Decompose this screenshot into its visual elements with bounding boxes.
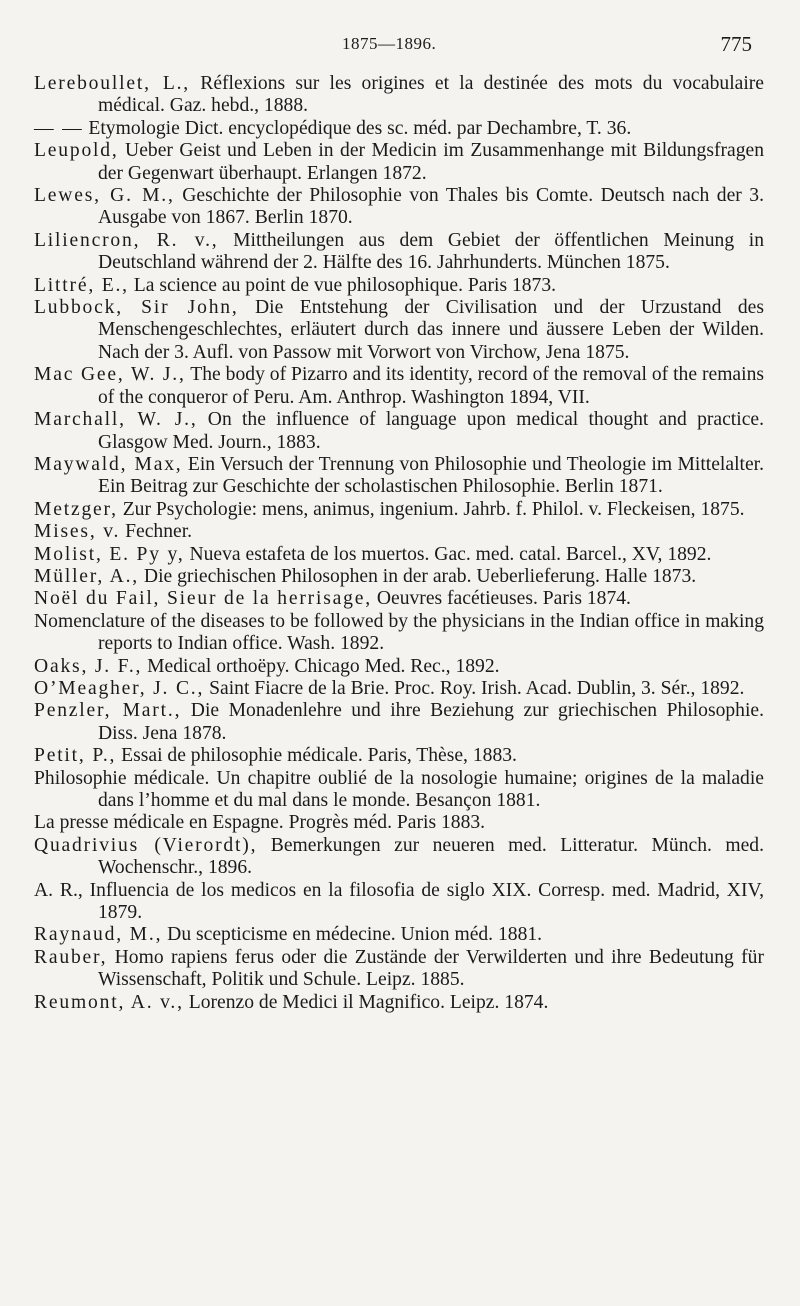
entry-author: Raynaud, M., xyxy=(34,924,163,946)
bibliography-entry xyxy=(34,835,764,880)
entry-author: Lewes, G. M., xyxy=(34,185,175,207)
entry-text: Medical orthoëpy. Chicago Med. Rec., 1892. xyxy=(142,655,500,677)
bibliography-entry xyxy=(34,118,764,140)
bibliography-entry xyxy=(34,992,764,1014)
entry-author: Penzler, Mart., xyxy=(34,700,182,722)
page-number: 775 xyxy=(720,32,752,56)
bibliography-entry xyxy=(34,275,764,297)
entry-author: Leupold, xyxy=(34,140,119,162)
entry-author: O’Meagher, J. C., xyxy=(34,677,205,699)
entry-text: On the influence of language upon medical thought and practice. Glasgow Med. Journ., 1883. xyxy=(98,409,764,453)
bibliography-entry xyxy=(34,947,764,992)
entry-text: La presse médicale en Espagne. Progrès méd. Paris 1883. xyxy=(34,812,486,834)
entry-text: Ein Versuch der Trennung von Philosophie und Theologie im Mittelalter. Ein Beitrag zur Geschichte der scholastischen Philosophie. Berlin 1871. xyxy=(98,453,764,498)
bibliography-entry xyxy=(34,73,764,118)
bibliography-entry xyxy=(34,745,764,767)
entry-author: Mises, v. xyxy=(34,521,121,543)
entry-text: Homo rapiens ferus oder die Zustände der Verwilderten und ihre Bedeutung für Wissenschaft, Politik und Schule. Leipz. 1885. xyxy=(98,946,764,991)
entry-text: Du scepticisme en médecine. Union méd. 1881. xyxy=(162,924,543,946)
bibliography-entry xyxy=(34,812,764,834)
entry-text: Oeuvres facétieuses. Paris 1874. xyxy=(371,588,631,610)
entry-text: Nueva estafeta de los muertos. Gac. med. catal. Barcel., XV, 1892. xyxy=(184,543,712,565)
entry-author: Noël du Fail, Sieur de la herrisage, xyxy=(34,588,372,610)
entry-text: Ueber Geist und Leben in der Medicin im Zusammenhange mit Bildungsfragen der Gegenwart überhaupt. Erlangen 1872. xyxy=(98,140,764,184)
bibliography-entry xyxy=(34,185,764,230)
bibliography-entry xyxy=(34,656,764,678)
entry-text: Saint Fiacre de la Brie. Proc. Roy. Irish. Acad. Dublin, 3. Sér., 1892. xyxy=(204,677,745,699)
bibliography-entry xyxy=(34,364,764,409)
running-head-years: 1875—1896. xyxy=(342,34,437,53)
entry-author: Littré, E., xyxy=(34,274,129,296)
entry-text: Fechner. xyxy=(120,521,193,543)
entry-text: A. R., Influencia de los medicos en la filosofia de siglo XIX. Corresp. med. Madrid, XIV, 1879. xyxy=(34,879,764,924)
entry-author: Maywald, Max, xyxy=(34,453,183,475)
entry-text: Philosophie médicale. Un chapitre oublié de la nosologie humaine; origines de la maladie dans l’homme et du mal dans le monde. Besançon 1881. xyxy=(34,767,764,811)
entry-author: Molist, E. Py y, xyxy=(34,543,185,565)
bibliography-entry xyxy=(34,880,764,925)
bibliography-entry xyxy=(34,611,764,656)
entry-author: Liliencron, R. v., xyxy=(34,229,219,251)
entry-text: Réflexions sur les origines et la destinée des mots du vocabulaire médical. Gaz. hebd., 1888. xyxy=(98,73,765,117)
entry-author: Petit, P., xyxy=(34,745,117,767)
entry-text: La science au point de vue philosophique. Paris 1873. xyxy=(128,274,557,296)
entry-text: Geschichte der Philosophie von Thales bis Comte. Deutsch nach der 3. Ausgabe von 1867. Berlin 1870. xyxy=(98,185,765,229)
entry-author: Müller, A., xyxy=(34,565,140,587)
entry-author: Marchall, W. J., xyxy=(34,409,198,431)
entry-author: — — xyxy=(34,117,84,139)
entry-text: Die Entstehung der Civilisation und der Urzustand des Menschengeschlechtes, erläutert durch das innere und äussere Leben der Wilden. Nach der 3. Aufl. von Passow mit Vorwort von Virchow, Jena 1875. xyxy=(98,297,764,363)
bibliography-entry xyxy=(34,409,764,454)
bibliography-entry xyxy=(34,768,764,813)
entry-author: Metzger, xyxy=(34,498,118,520)
running-head xyxy=(0,30,800,60)
entry-text: Zur Psychologie: mens, animus, ingenium. Jahrb. f. Philol. v. Fleckeisen, 1875. xyxy=(117,498,745,520)
bibliography-entry xyxy=(34,230,764,275)
entry-text: Lorenzo de Medici il Magnifico. Leipz. 1874. xyxy=(183,991,549,1013)
bibliography-entry xyxy=(34,566,764,588)
entry-text: Mittheilungen aus dem Gebiet der öffentlichen Meinung in Deutschland während der 2. Hälfte des 16. Jahrhunderts. München 1875. xyxy=(98,229,764,274)
entry-text: Die Monadenlehre und ihre Beziehung zur griechischen Philosophie. Diss. Jena 1878. xyxy=(98,700,764,744)
entry-author: Lubbock, Sir John, xyxy=(34,297,239,319)
entry-text: Etymologie Dict. encyclopédique des sc. méd. par Dechambre, T. 36. xyxy=(83,117,632,139)
entry-text: Bemerkungen zur neueren med. Litteratur. Münch. med. Wochenschr., 1896. xyxy=(98,834,764,879)
bibliography-entry xyxy=(34,297,764,364)
bibliography-entry xyxy=(34,700,764,745)
bibliography-entry xyxy=(34,924,764,946)
entry-author: Mac Gee, W. J., xyxy=(34,364,186,386)
entry-author: Lereboullet, L., xyxy=(34,73,191,94)
entry-author: Oaks, J. F., xyxy=(34,655,143,677)
entry-author: Quadrivius (Vierordt), xyxy=(34,834,258,856)
bibliography-entry xyxy=(34,588,764,610)
entry-author: Rauber, xyxy=(34,946,108,968)
bibliography-entry xyxy=(34,678,764,700)
entry-text: Die griechischen Philosophen in der arab. Ueberlieferung. Halle 1873. xyxy=(139,565,697,587)
entry-text: Nomenclature of the diseases to be followed by the physicians in the Indian office in making reports to Indian office. Wash. 1892. xyxy=(34,610,764,655)
bibliography-list xyxy=(34,73,764,1014)
bibliography-entry xyxy=(34,454,764,499)
bibliography-entry xyxy=(34,499,764,521)
entry-text: Essai de philosophie médicale. Paris, Thèse, 1883. xyxy=(116,745,517,767)
entry-author: Reumont, A. v., xyxy=(34,991,184,1013)
entry-text: The body of Pizarro and its identity, record of the removal of the remains of the conqueror of Peru. Am. Anthrop. Washington 1894, VII. xyxy=(98,364,764,408)
bibliography-entry xyxy=(34,544,764,566)
bibliography-entry xyxy=(34,140,764,185)
bibliography-entry xyxy=(34,521,764,543)
